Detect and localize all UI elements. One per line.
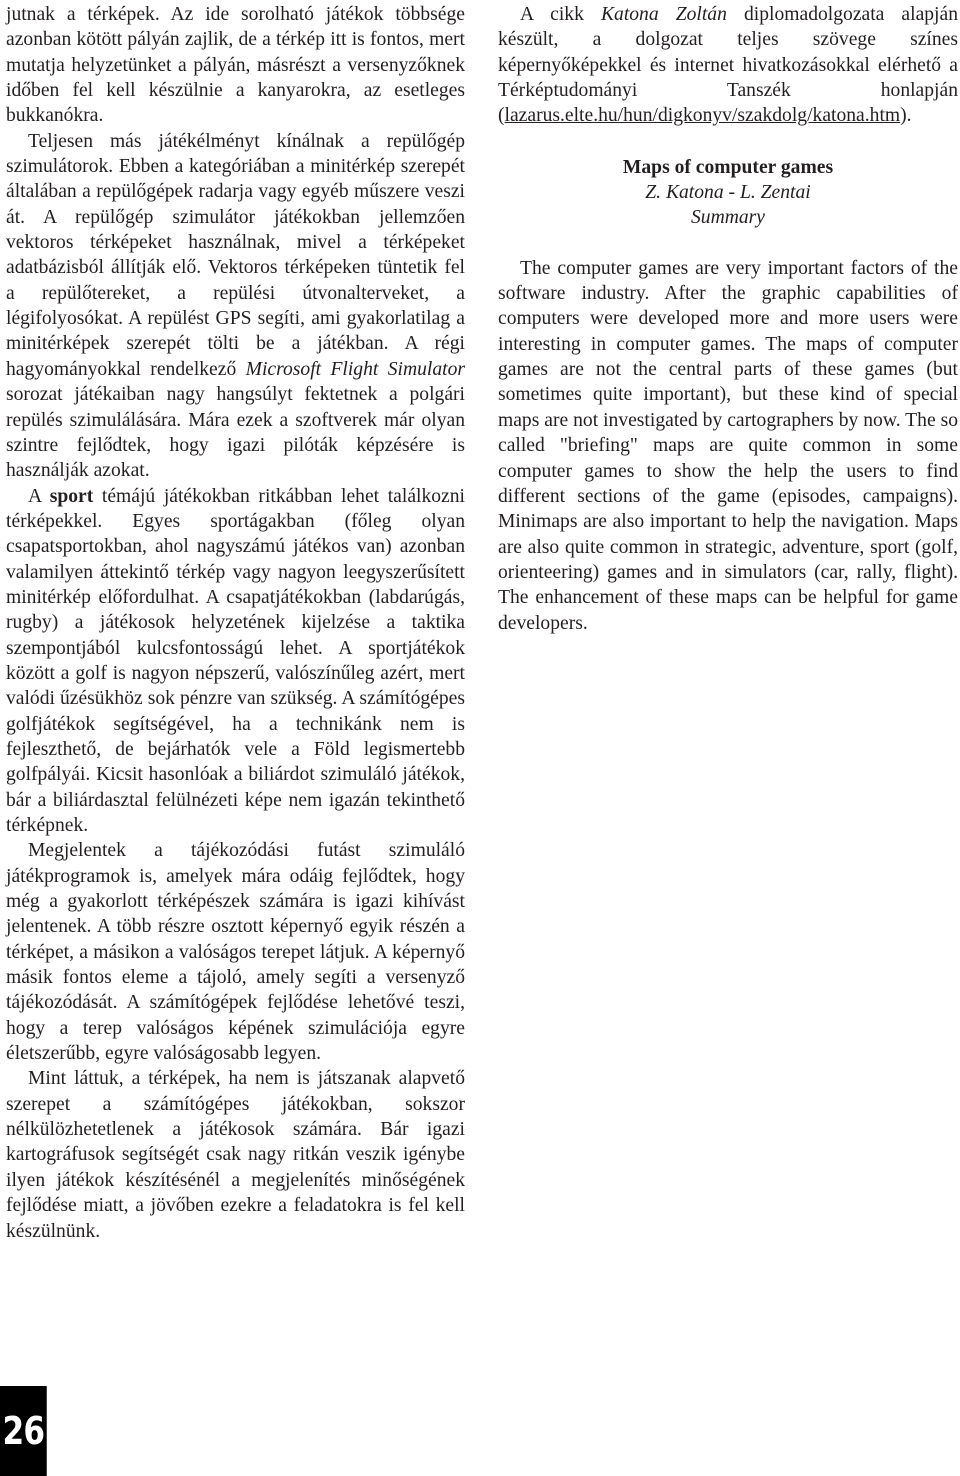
sport-rest: témájú játékokban ritkábban lehet találkozni térképekkel. Egyes sportágakban (főleg olyan csapatsportokban, ahol nagyszámú játékos van) azonban valamilyen áttekintő térkép vagy nagyon leegyszerűsített minitérkép előfordulhat. A csapatjátékokban (labdarúgás, rugby) a játékosok helyzetének kijelzése a taktika szempontjából kulcsfontosságú lehet. A sportjátékok között a golf is nagyon népszerű, valószínűleg azért, mert valódi űzésükhöz sok pénzre van szükség. A számítógépes golfjátékok segítségével, ha a technikánk nem is fejleszthető, de bejárhatók vele a Föld legismertebb golfpályái. Kicsit hasonlóak a biliárdot szimuláló játékok, bár a biliárdasztal felülnézeti képe nem igazán tekinthető térképnek. bbox=[6, 485, 465, 836]
sport-keyword: sport bbox=[49, 485, 94, 507]
summary-title: Maps of computer games bbox=[622, 156, 834, 178]
summary-spacer bbox=[498, 231, 958, 256]
note-author: Katona Zoltán bbox=[600, 4, 727, 25]
flight-sim-title: Microsoft Flight Simulator bbox=[245, 358, 466, 380]
summary-label: Summary bbox=[690, 207, 765, 229]
paragraph-conclusion: Mint láttuk, a térképek, ha nem is játszanak alapvető szerepet a számítógépes játékokban, sokszor nélkülözhetetlenek a játékosok számára. Bár igazi kartográfusok segítségét csak nagy ritkán veszik igénybe ilyen játékok készítésénél a megjelenítés minőségének fejlődése miatt, a jövőben ezekre a feladatokra is fel kell készülnünk. bbox=[6, 1068, 465, 1242]
paragraph-racing-maps: jutnak a térképek. Az ide sorolható játékok többsége azonban kötött pályán zajlik, de a térkép itt is fontos, mert mutatja helyzetünket a pályán, másrészt a versenyzőknek időben fel kell készülnie a kanyarokra, az esetleges bukkanókra. bbox=[6, 4, 465, 127]
note-body: diplomadolgozata alapján készült, a dolgozat teljes szövege színes képernyőképekkel és internet hivatkozásokkal elérhető a Térképtudományi Tanszék honlapján ( bbox=[498, 4, 958, 127]
summary-authors: Z. Katona - L. Zentai bbox=[645, 182, 811, 204]
paragraph-sport-games bbox=[6, 484, 465, 839]
sport-intro: A bbox=[28, 485, 50, 507]
flight-sim-rest: sorozat játékaiban nagy hangsúlyt fektetnek a polgári repülés szimulálására. Mára ezek a szoftverek már olyan szintre fejlődtek, hogy igazi pilóták képzésére is használják azokat. bbox=[6, 384, 465, 482]
right-column bbox=[498, 2, 958, 636]
left-column bbox=[6, 2, 465, 1244]
flight-sim-text: Teljesen más játékélményt kínálnak a repülőgép szimulátorok. Ebben a kategóriában a minitérkép szerepét általában a repülőgépek radarja vagy egyéb műszere veszi át. A repülőgép szimulátor játékokban jellemzően vektoros térképeket használnak, mivel a térképeket adatbázisból állítják elő. Vektoros térképeken tüntetik fel a repülőtereket, a repülési útvonalterveket, a légifolyosókat. A repülést GPS segíti, ami gyakorlatilag a minitérképek szerepét tölti be a játékban. A régi hagyományokkal rendelkező bbox=[6, 130, 465, 380]
source-note bbox=[498, 2, 958, 129]
paragraph-flight-simulators bbox=[6, 129, 465, 484]
source-link[interactable]: lazarus.elte.hu/hun/digkonyv/szakdolg/katona.htm bbox=[504, 105, 901, 127]
note-end: ). bbox=[900, 105, 912, 127]
summary-text: The computer games are very important factors of the software industry. After the graphic capabilities of computers were developed more and more users were interesting in computer games. The maps of computer games are not the central parts of these games (but sometimes quite important), but these kind of special maps are not investigated by cartographers by now. The so called "briefing" maps are quite common in some computer games to show the help the users to find different sections of the game (episodes, campaigns). Minimaps are also important to help the navigation. Maps are also quite common in strategic, adventure, sport (golf, orienteering) games and in simulators (car, rally, flight). The enhancement of these maps can be helpful for game developers. bbox=[498, 257, 958, 634]
note-intro: A cikk bbox=[520, 4, 601, 25]
page-number-badge: 26 bbox=[0, 1386, 47, 1476]
paragraph-orienteering-games: Megjelentek a tájékozódási futást szimuláló játékprogramok is, amelyek mára odáig fejlődtek, hogy még a gyakorlott térképészek számára is igazi kihívást jelentenek. A több részre osztott képernyő egyik részén a térképet, a másikon a valóságos terepet látjuk. A képernyő másik fontos eleme a tájoló, amely segíti a versenyző tájékozódását. A számítógépek fejlődése lehetővé teszi, hogy a terep valóságos képének szimulációja egyre életszerűbb, egyre valóságosabb legyen. bbox=[6, 840, 465, 1065]
